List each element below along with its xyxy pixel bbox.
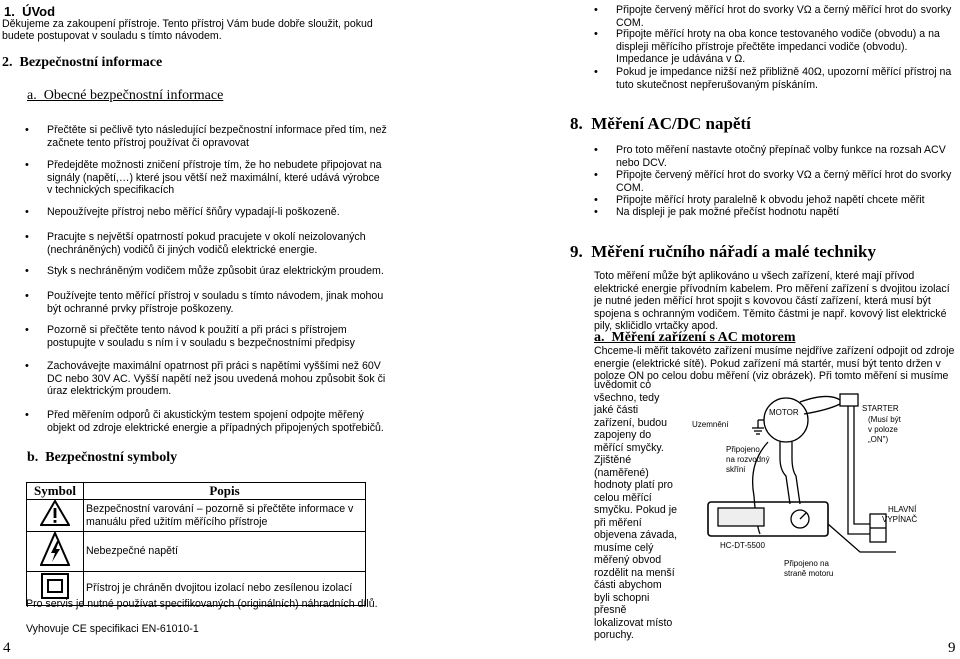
diagram-label-starter-3: v poloze [868,425,898,434]
subsection-ac-motor-heading: a. Měření zařízení s AC motorem [594,330,796,345]
section-9-paragraph: Toto měření může být aplikováno u všech zařízení, které mají přívod elektrické energie přívodním kabelem. Pro měření zařízení s dvojitou izolací je nutné jeden měřící hrot spojit s kovovou částí zařízení, která musí být spojena s ochranným vodičem. Těmito částmi je např. kovový list elektrické pily, skličidlo vrtačky apod. [594,270,950,332]
diagram-label-plug-conn-1: Připojeno na [784,559,829,568]
diagram-label-starter-1: STARTER [862,404,899,413]
ac-motor-narrow-text: uvědomit co všechno, tedy jaké části zařízení, budou zapojeny do měřící smyčky. Zjištěné (naměřené) hodnoty platí pro celou měřící smyčku. Pokud je při měření objevena závada, musíme celý měřený obvod rozdělit na menší části abychom byli schopni přesně lokalizovat místo poruchy. [594,379,678,641]
diagram-label-meter: HC-DT-5500 [720,541,765,550]
diagram-label-plug-conn-2: straně motoru [784,569,834,578]
safety-bullet-9: • Před měřením odporů či akustickým testem spojení odpojte měřený objekt od zdroje elektrické energie a případných připojených spotřebičů. [47,409,387,434]
voltage-bullet-4: • Na displeji je pak možné přečíst hodnotu napětí [616,206,956,219]
voltage-bullet-2: • Připojte červený měřící hrot do svorky VΩ a černý měřící hrot do svorky COM. [616,169,956,194]
safety-bullet-5: • Styk s nechráněným vodičem může způsobit úraz elektrickým proudem. [47,265,387,278]
section-8-heading: 8. Měření AC/DC napětí [570,114,751,133]
motor-circle [764,398,808,442]
symbol-desc-voltage: Nebezpečné napětí [84,532,366,572]
diagram-label-grounding: Uzemnění [692,420,729,429]
safety-bullet-8: • Zachovávejte maximální opatrnost při práci s napětími vyššími než 60V DC nebo 30V AC. Vyšší napětí než jsou uvedená mohou způsobit šok či úraz elektrickým proudem. [47,360,387,398]
table-row [27,532,366,572]
voltage-bullet-3: • Připojte měřící hroty paralelně k obvodu jehož napětí chcete měřit [616,194,956,207]
diagram-label-motor: MOTOR [769,408,799,417]
ce-note: Vyhovuje CE specifikaci EN-61010-1 [26,623,199,635]
voltage-bullet-1: • Pro toto měření nastavte otočný přepínač volby funkce na rozsah ACV nebo DCV. [616,144,956,169]
safety-bullet-7: • Pozorně si přečtěte tento návod k použití a při práci s přístrojem postupujte v souladu s ním i v souladu s bezpečnostními předpisy [47,324,387,349]
safety-bullet-6: • Používejte tento měřící přístroj v souladu s tímto návodem, jinak mohou být ochranné prvky přístroje poškozeny. [47,290,387,315]
symbol-desc-insulation: Přístroj je chráněn dvojitou izolací nebo zesílenou izolací [84,572,366,606]
safety-bullet-2: • Předejděte možnosti zničení přístroje tím, že ho nebudete připojovat na signály (napětí,…) které jsou větší než maximální, které udává výrobce v technických specifikacích [47,159,387,197]
safety-symbols-table [26,482,366,606]
page-number-left: 4 [3,640,11,656]
intro-line-1: Děkujeme za zakoupení přístroje. Tento přístroj Vám bude dobře sloužit, pokud [2,18,373,30]
safety-bullet-4: • Pracujte s největší opatrností pokud pracujete v okolí neizolovaných (nechráněných) vodičů či jiných vodičů elektrické energie. [47,231,387,256]
section-9-heading: 9. Měření ručního nářadí a malé techniky [570,242,876,261]
subsection-a-heading: a. Obecné bezpečnostní informace [27,88,224,103]
continuity-bullet-2: • Připojte měřící hroty na oba konce testovaného vodiče (obvodu) a na displeji měřícího přístroje přečtěte impedanci vodiče (obvodu). Impedance je udávána v Ω. [616,28,956,66]
symbol-desc-warning: Bezpečnostní varování – pozorně si přečtěte informace v manuálu před užitím měřícího přístroje [84,500,366,532]
service-note: Pro servis je nutné používat specifikovaných (originálních) náhradních dílů. [26,598,378,610]
motor-test-diagram [688,384,960,584]
diagram-label-ground-conn-2: na rozvodný [726,455,770,464]
warning-triangle-icon [40,500,70,526]
section-2-heading: 2. Bezpečnostní informace [2,55,163,70]
table-header-symbol: Symbol [27,483,84,500]
table-row [27,500,366,532]
section-1-heading: 1. ÚVod [4,4,56,19]
diagram-label-main-switch-1: HLAVNÍ [888,505,917,514]
intro-line-2: budete postupovat v souladu s tímto návodem. [2,30,222,42]
ac-motor-paragraph: Chceme-li měřit takovéto zařízení musíme nejdříve zařízení odpojit od zdroje energie (elektrické sítě). Pokud zařízení má startér, musí být tento držen v poloze ON po celou dobu měření (viz obrázek). Při tomto měření si musíme [594,345,955,382]
subsection-b-heading: b. Bezpečnostní symboly [27,450,178,465]
diagram-label-main-switch-2: VYPÍNAČ [882,515,918,524]
diagram-label-starter-4: „ON") [868,435,889,444]
safety-bullet-1: • Přečtěte si pečlivě tyto následující bezpečnostní informace před tím, než začnete tento přístroj používat či opravovat [47,124,387,149]
continuity-bullet-3: • Pokud je impedance nižší než přibližně 40Ω, upozorní měřící přístroj na tuto skutečnost nepřerušovaným pískáním. [616,66,956,91]
continuity-bullet-1: • Připojte červený měřící hrot do svorky VΩ a černý měřící hrot do svorky COM. [616,4,956,29]
high-voltage-icon [40,532,70,566]
safety-bullet-3: • Nepoužívejte přístroj nebo měřící šňůry vypadají-li poškozeně. [47,206,387,219]
diagram-label-ground-conn-3: skříni [726,465,746,474]
table-header-description: Popis [84,483,366,500]
page-number-right: 9 [948,640,956,656]
diagram-label-starter-2: (Musí být [868,415,901,424]
diagram-label-ground-conn-1: Připojeno [726,445,760,454]
double-insulation-icon [40,572,70,600]
